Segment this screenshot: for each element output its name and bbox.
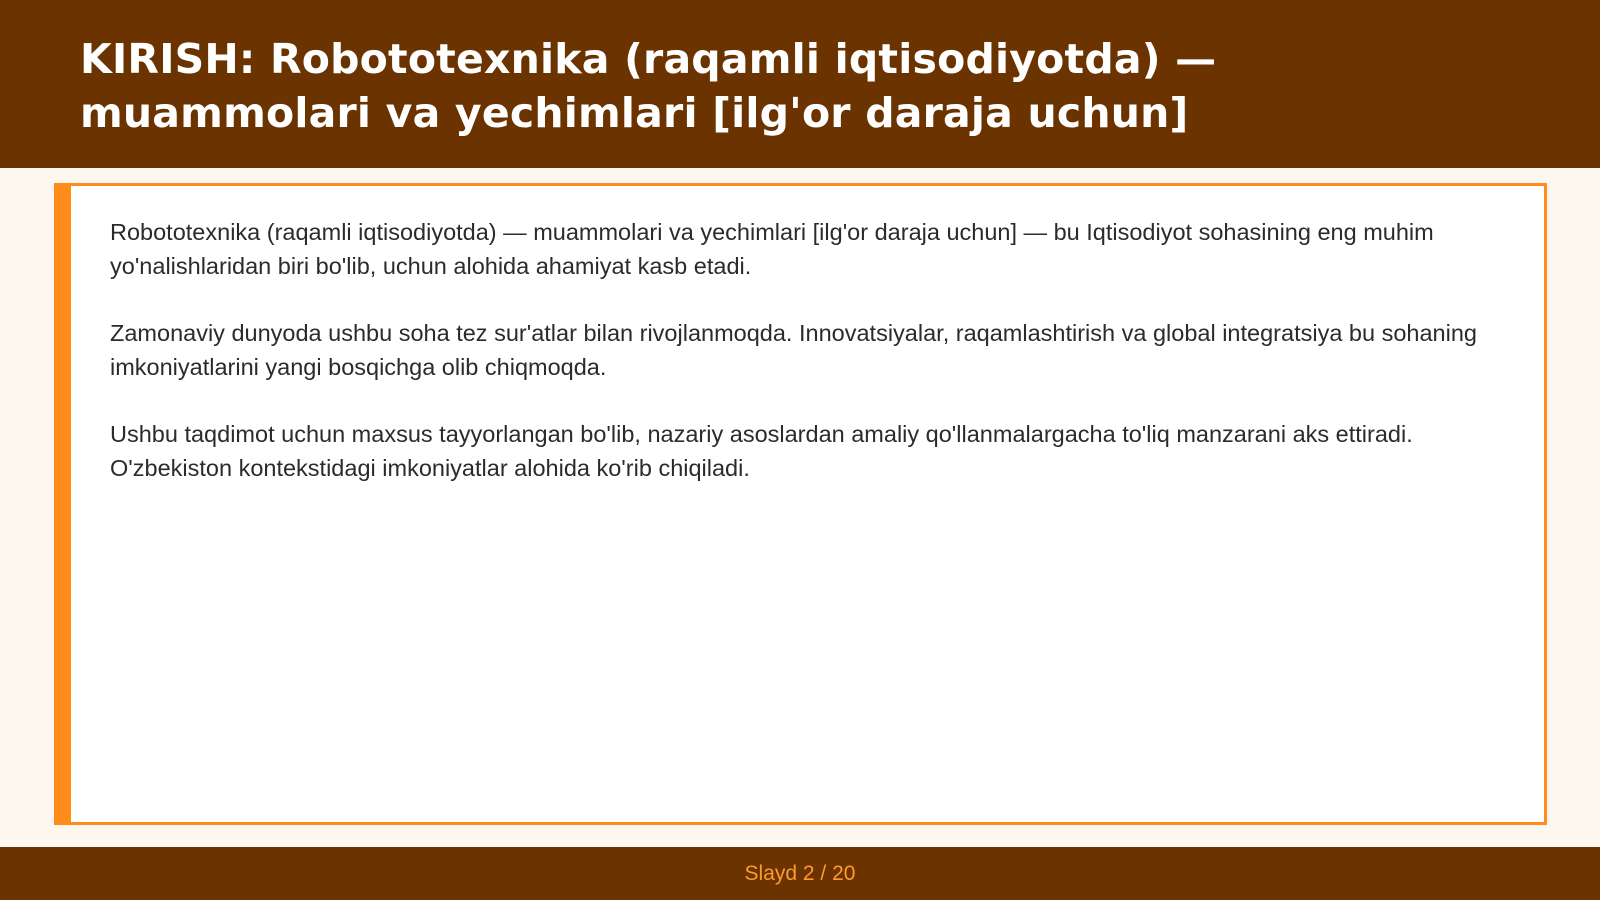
purpose-paragraph: Ushbu taqdimot uchun maxsus tayyorlangan bo'lib, nazariy asoslardan amaliy qo'llanmalargacha to'liq manzarani aks ettiradi. O'zbekiston kontekstidagi imkoniyatlar alohida ko'rib chiqiladi. (110, 421, 1413, 481)
content-card (54, 183, 1547, 825)
context-paragraph: Zamonaviy dunyoda ushbu soha tez sur'atlar bilan rivojlanmoqda. Innovatsiyalar, raqamlashtirish va global integratsiya bu sohaning imkoniyatlarini yangi bosqichga olib chiqmoqda. (110, 320, 1477, 380)
slide-title: KIRISH: Robototexnika (raqamli iqtisodiyotda) — muammolari va yechimlari [ilg'or daraja uchun] (80, 35, 1217, 137)
intro-paragraph: Robototexnika (raqamli iqtisodiyotda) — muammolari va yechimlari [ilg'or daraja uchun] — bu Iqtisodiyot sohasining eng muhim yo'nalishlaridan biri bo'lib, uchun alohida ahamiyat kasb etadi. (110, 219, 1434, 279)
slide-footer (0, 847, 1600, 900)
slide-counter: Slayd 2 / 20 (744, 861, 856, 885)
slide-header (0, 0, 1600, 168)
